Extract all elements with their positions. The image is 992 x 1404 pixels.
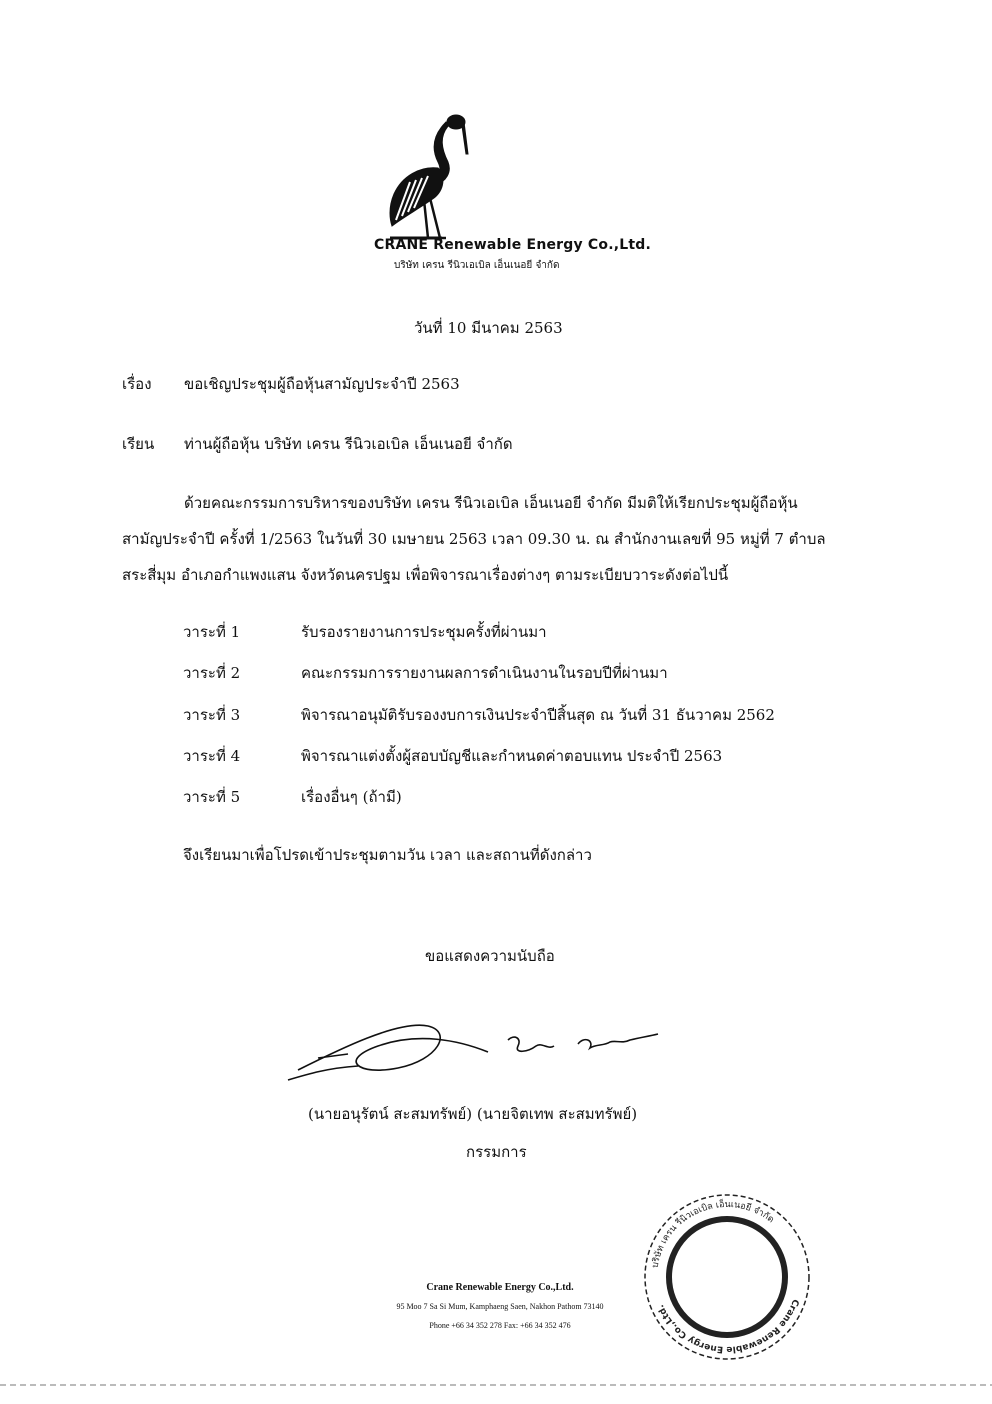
signature-image xyxy=(278,1010,678,1090)
agenda-number: วาระที่ 3 xyxy=(183,706,241,724)
subject-label: เรื่อง xyxy=(122,375,152,393)
stamp-text-th: บริษัท เครน รีนิวเอเบิล เอ็นเนอยี จำกัด xyxy=(650,1199,776,1269)
scan-edge-divider xyxy=(0,1384,992,1386)
agenda-text: พิจารณาอนุมัติรับรองงบการเงินประจำปีสิ้นสุด ณ วันที่ 31 ธันวาคม 2562 xyxy=(301,706,775,724)
body-line-1: ด้วยคณะกรรมการบริหารของบริษัท เครน รีนิวเอเบิล เอ็นเนอยี จำกัด มีมติให้เรียกประชุมผู้ถือหุ้น xyxy=(184,494,798,512)
company-name-en: CRANE Renewable Energy Co.,Ltd. xyxy=(374,237,651,253)
signatory-position: กรรมการ xyxy=(466,1143,527,1161)
body-line-2: สามัญประจำปี ครั้งที่ 1/2563 ในวันที่ 30 เมษายน 2563 เวลา 09.30 น. ณ สำนักงานเลขที่ 95 หมู่ที่ 7 ตำบล xyxy=(122,530,826,548)
agenda-number: วาระที่ 5 xyxy=(183,788,241,806)
company-stamp-icon xyxy=(640,1190,815,1365)
footer-address: 95 Moo 7 Sa Si Mum, Kamphaeng Saen, Nakhon Pathom 73140 xyxy=(396,1302,604,1311)
subject-text: ขอเชิญประชุมผู้ถือหุ้นสามัญประจำปี 2563 xyxy=(184,375,460,393)
invitation-text: จึงเรียนมาเพื่อโปรดเข้าประชุมตามวัน เวลา และสถานที่ดังกล่าว xyxy=(183,846,592,864)
agenda-text: รับรองรายงานการประชุมครั้งที่ผ่านมา xyxy=(301,623,547,641)
agenda-text: เรื่องอื่นๆ (ถ้ามี) xyxy=(301,788,402,806)
agenda-item xyxy=(183,744,722,768)
recipient-text: ท่านผู้ถือหุ้น บริษัท เครน รีนิวเอเบิล เอ็นเนอยี จำกัด xyxy=(184,435,513,453)
footer-phone: Phone +66 34 352 278 Fax: +66 34 352 476 xyxy=(429,1321,571,1330)
agenda-number: วาระที่ 4 xyxy=(183,747,241,765)
signatory-names: (นายอนุรัตน์ สะสมทรัพย์) (นายจิตเทพ สะสมทรัพย์) xyxy=(308,1105,638,1123)
stamp-text-en: Crane Renewable Energy Co.,Ltd. xyxy=(656,1297,801,1355)
body-line-3: สระสี่มุม อำเภอกำแพงแสน จังหวัดนครปฐม เพื่อพิจารณาเรื่องต่างๆ ตามระเบียบวาระดังต่อไปนี้ xyxy=(122,566,729,584)
crane-bird-icon xyxy=(380,110,480,240)
agenda-item xyxy=(183,620,547,644)
agenda-item xyxy=(183,785,402,809)
agenda-text: พิจารณาแต่งตั้งผู้สอบบัญชีและกำหนดค่าตอบแทน ประจำปี 2563 xyxy=(301,747,723,765)
agenda-text: คณะกรรมการรายงานผลการดำเนินงานในรอบปีที่ผ่านมา xyxy=(301,664,668,682)
closing-text: ขอแสดงความนับถือ xyxy=(425,947,555,965)
agenda-number: วาระที่ 1 xyxy=(183,623,241,641)
agenda-item xyxy=(183,703,775,727)
recipient-label: เรียน xyxy=(122,435,155,453)
agenda-number: วาระที่ 2 xyxy=(183,664,241,682)
agenda-item xyxy=(183,661,668,685)
company-name-th: บริษัท เครน รีนิวเอเบิล เอ็นเนอยี จำกัด xyxy=(394,260,560,271)
footer-company-name: Crane Renewable Energy Co.,Ltd. xyxy=(426,1282,574,1293)
letter-date: วันที่ 10 มีนาคม 2563 xyxy=(414,319,563,337)
